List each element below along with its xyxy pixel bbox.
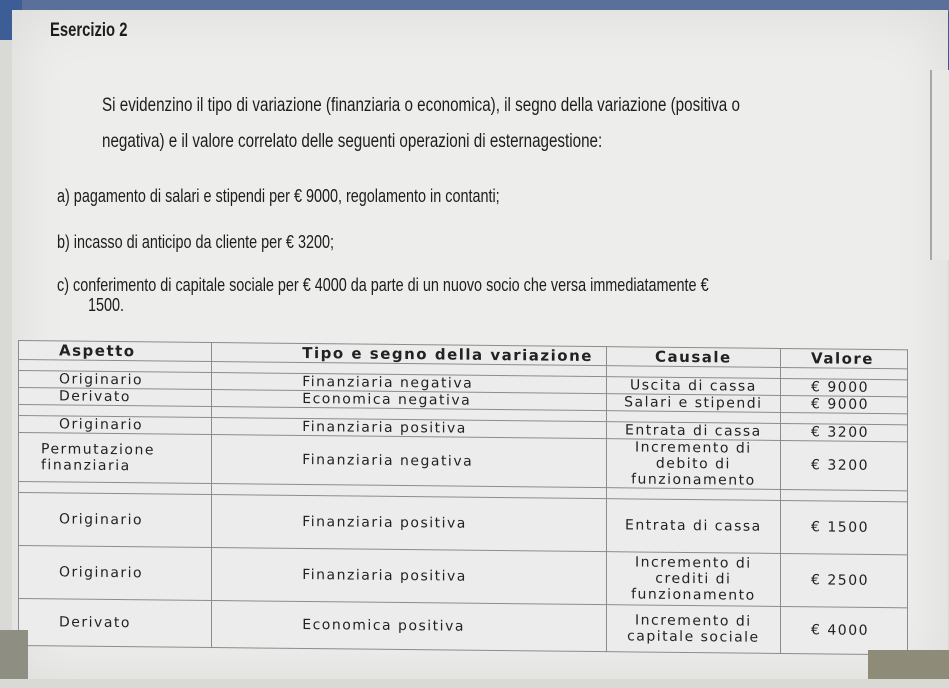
cell-aspetto: Derivato bbox=[19, 599, 212, 648]
cell-causale: Salari e stipendi bbox=[606, 394, 780, 413]
table-row bbox=[19, 599, 908, 655]
header-valore: Valore bbox=[781, 348, 908, 368]
cell-valore: € 3200 bbox=[781, 423, 908, 441]
cell-tipo: Finanziaria positiva bbox=[212, 548, 606, 605]
cell-causale: Incremento di capitale sociale bbox=[606, 605, 780, 654]
table-row bbox=[19, 493, 908, 555]
cell-tipo: Finanziaria negativa bbox=[212, 435, 606, 488]
item-c: c) conferimento di capitale sociale per € 4000 da parte di un nuovo socio che versa immediatamente € bbox=[57, 275, 709, 295]
solution-table bbox=[18, 340, 908, 655]
header-tipo: Tipo e segno della variazione bbox=[212, 343, 606, 366]
cell-aspetto: Originario bbox=[19, 493, 212, 548]
background-corner-right bbox=[868, 650, 949, 679]
cell-aspetto: Originario bbox=[19, 546, 212, 601]
header-causale: Causale bbox=[606, 347, 780, 368]
intro-text bbox=[102, 88, 742, 160]
solution-table-wrap bbox=[18, 340, 918, 688]
cell-valore: € 1500 bbox=[781, 500, 908, 554]
header-aspetto: Aspetto bbox=[19, 341, 212, 362]
cell-causale: Incremento di crediti di funzionamento bbox=[606, 552, 780, 607]
item-a: a) pagamento di salari e stipendi per € 9000, regolamento in contanti; bbox=[57, 186, 500, 206]
cell-aspetto: Permutazione finanziaria bbox=[19, 433, 212, 484]
cell-valore: € 4000 bbox=[781, 606, 908, 654]
item-c-continuation: 1500. bbox=[88, 295, 125, 315]
cell-tipo: Economica negativa bbox=[212, 390, 606, 411]
item-b: b) incasso di anticipo da cliente per € 3200; bbox=[57, 232, 334, 252]
cell-tipo: Finanziaria negativa bbox=[212, 373, 606, 394]
slide bbox=[12, 10, 948, 679]
cell-causale: Uscita di cassa bbox=[606, 377, 780, 396]
intro-line-2: negativa) e il valore correlato delle seguenti operazioni di esternagestione: bbox=[102, 131, 603, 152]
cell-causale: Entrata di cassa bbox=[606, 422, 780, 441]
cell-aspetto: Derivato bbox=[19, 388, 212, 407]
table-row bbox=[19, 546, 908, 608]
background-screen bbox=[930, 70, 949, 260]
cell-tipo: Finanziaria positiva bbox=[212, 418, 606, 439]
intro-line-1: Si evidenzino il tipo di variazione (finanziaria o economica), il segno della variazione (positiva o bbox=[102, 95, 740, 116]
cell-tipo: Economica positiva bbox=[212, 601, 606, 652]
cell-tipo: Finanziaria positiva bbox=[212, 495, 606, 552]
cell-causale: Entrata di cassa bbox=[606, 499, 780, 554]
cell-valore: € 9000 bbox=[781, 378, 908, 396]
cell-valore: € 2500 bbox=[781, 553, 908, 607]
cell-aspetto: Originario bbox=[19, 416, 212, 435]
cell-aspetto: Originario bbox=[19, 371, 212, 390]
slide-title: Esercizio 2 bbox=[50, 20, 128, 41]
background-corner-left bbox=[0, 630, 28, 679]
cell-valore: € 3200 bbox=[781, 440, 908, 490]
cell-valore: € 9000 bbox=[781, 395, 908, 413]
cell-causale: Incremento di debito di funzionamento bbox=[606, 439, 780, 490]
